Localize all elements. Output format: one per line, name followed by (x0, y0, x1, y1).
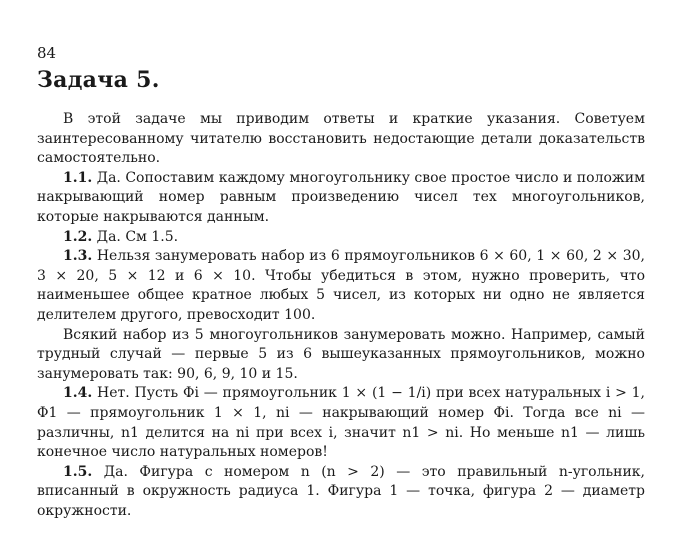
paragraph-1-1 (37, 169, 645, 228)
item-label: 1.3. (63, 248, 93, 265)
paragraph-1-5 (37, 463, 645, 522)
paragraph-text: Да. См 1.5. (92, 228, 179, 245)
paragraph-text: Всякий набор из 5 многоугольников занумеровать можно. Например, самый трудный случай — первые 5 из 6 вышеуказанных прямоугольников, можно занумеровать так: 90, 6, 9, 10 и 15. (37, 326, 645, 382)
paragraph-text: Нет. Пусть Φi — прямоугольник 1 × (1 − 1/i) при всех натуральных i > 1, Φ1 — прямоугольник 1 × 1, ni — накрывающий номер Φi. Тогда все ni — различны, n1 делится на ni при всех i, значит n1 > ni. Но меньше n1 — лишь конечное число натуральных номеров! (37, 385, 645, 461)
item-label: 1.1. (63, 169, 93, 186)
page-number: 84 (37, 44, 57, 62)
paragraph-intro (37, 110, 645, 169)
item-label: 1.5. (63, 463, 93, 480)
paragraph-1-2 (37, 228, 645, 248)
paragraph-1-3 (37, 247, 645, 325)
paragraph-1-4 (37, 384, 645, 462)
paragraph-text: Да. Фигура с номером n (n > 2) — это правильный n-угольник, вписанный в окружность радиуса 1. Фигура 1 — точка, фигура 2 — диаметр окружности. (37, 463, 645, 519)
paragraph-1-3-cont (37, 326, 645, 385)
document-body (37, 110, 645, 521)
item-label: 1.4. (63, 385, 93, 402)
paragraph-text: В этой задаче мы приводим ответы и краткие указания. Советуем заинтересованному читателю восстановить недостающие детали доказательств самостоятельно. (37, 111, 645, 167)
paragraph-text: Да. Сопоставим каждому многоугольнику свое простое число и положим накрывающий номер равным произведению чисел тех многоугольников, которые накрываются данным. (37, 169, 645, 225)
item-label: 1.2. (63, 228, 93, 245)
problem-heading: Задача 5. (37, 67, 160, 93)
paragraph-text: Нельзя занумеровать набор из 6 прямоугольников 6 × 60, 1 × 60, 2 × 30, 3 × 20, 5 × 12 и 6 × 10. Чтобы убедиться в этом, нужно проверить, что наименьшее общее кратное любых 5 чисел, из которых ни одно не является делителем другого, превосходит 100. (37, 248, 645, 323)
